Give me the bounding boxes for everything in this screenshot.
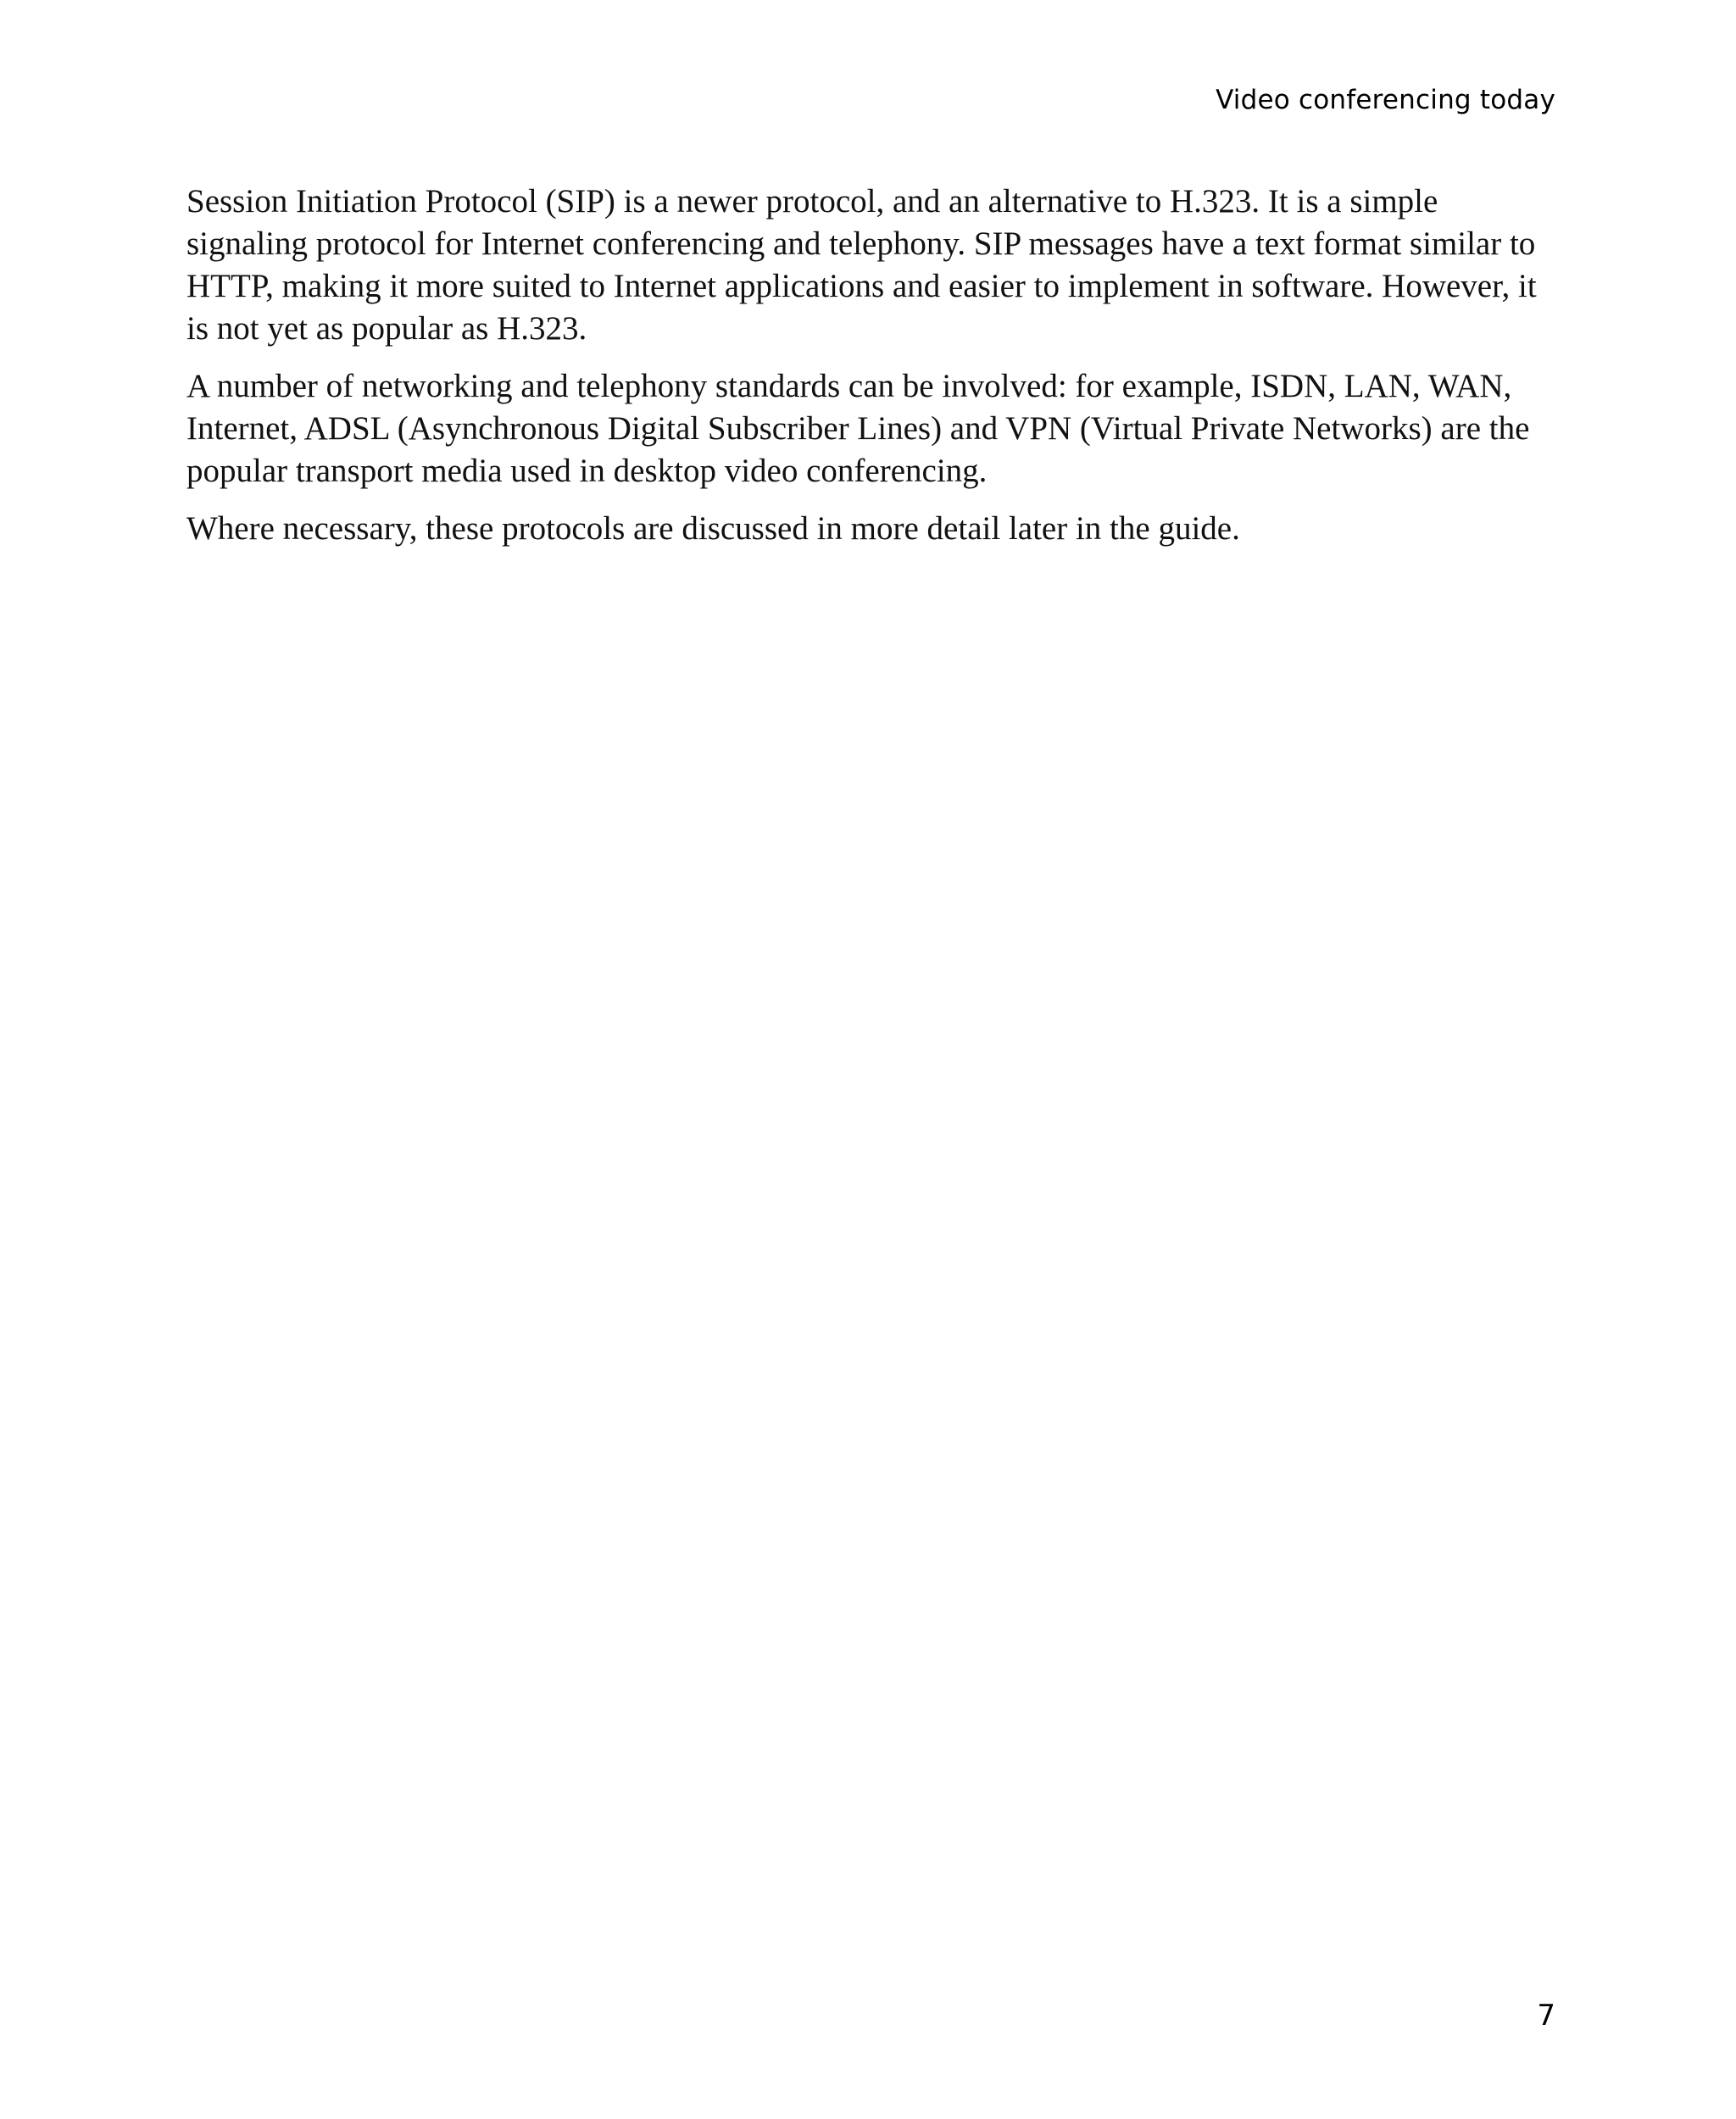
running-header: Video conferencing today [1216,85,1555,115]
page-number: 7 [1537,1999,1555,2033]
paragraph-protocols-note: Where necessary, these protocols are discussed in more detail later in the guide. [186,510,1240,547]
paragraph-standards: A number of networking and telephony standards can be involved: for example, ISDN, LAN, WAN, Internet, ADSL (Asynchronous Digital Subscriber Lines) and VPN (Virtual Private Networks) are the popular transport media used in desktop video conferencing. [186,368,1530,489]
paragraph-sip: Session Initiation Protocol (SIP) is a newer protocol, and an alternative to H.323. It is a simple signaling protocol for Internet conferencing and telephony. SIP messages have a text format similar to HTTP, making it more suited to Internet applications and easier to implement in software. However, it is not yet as popular as H.323. [186,183,1537,347]
body-text [186,181,1560,565]
